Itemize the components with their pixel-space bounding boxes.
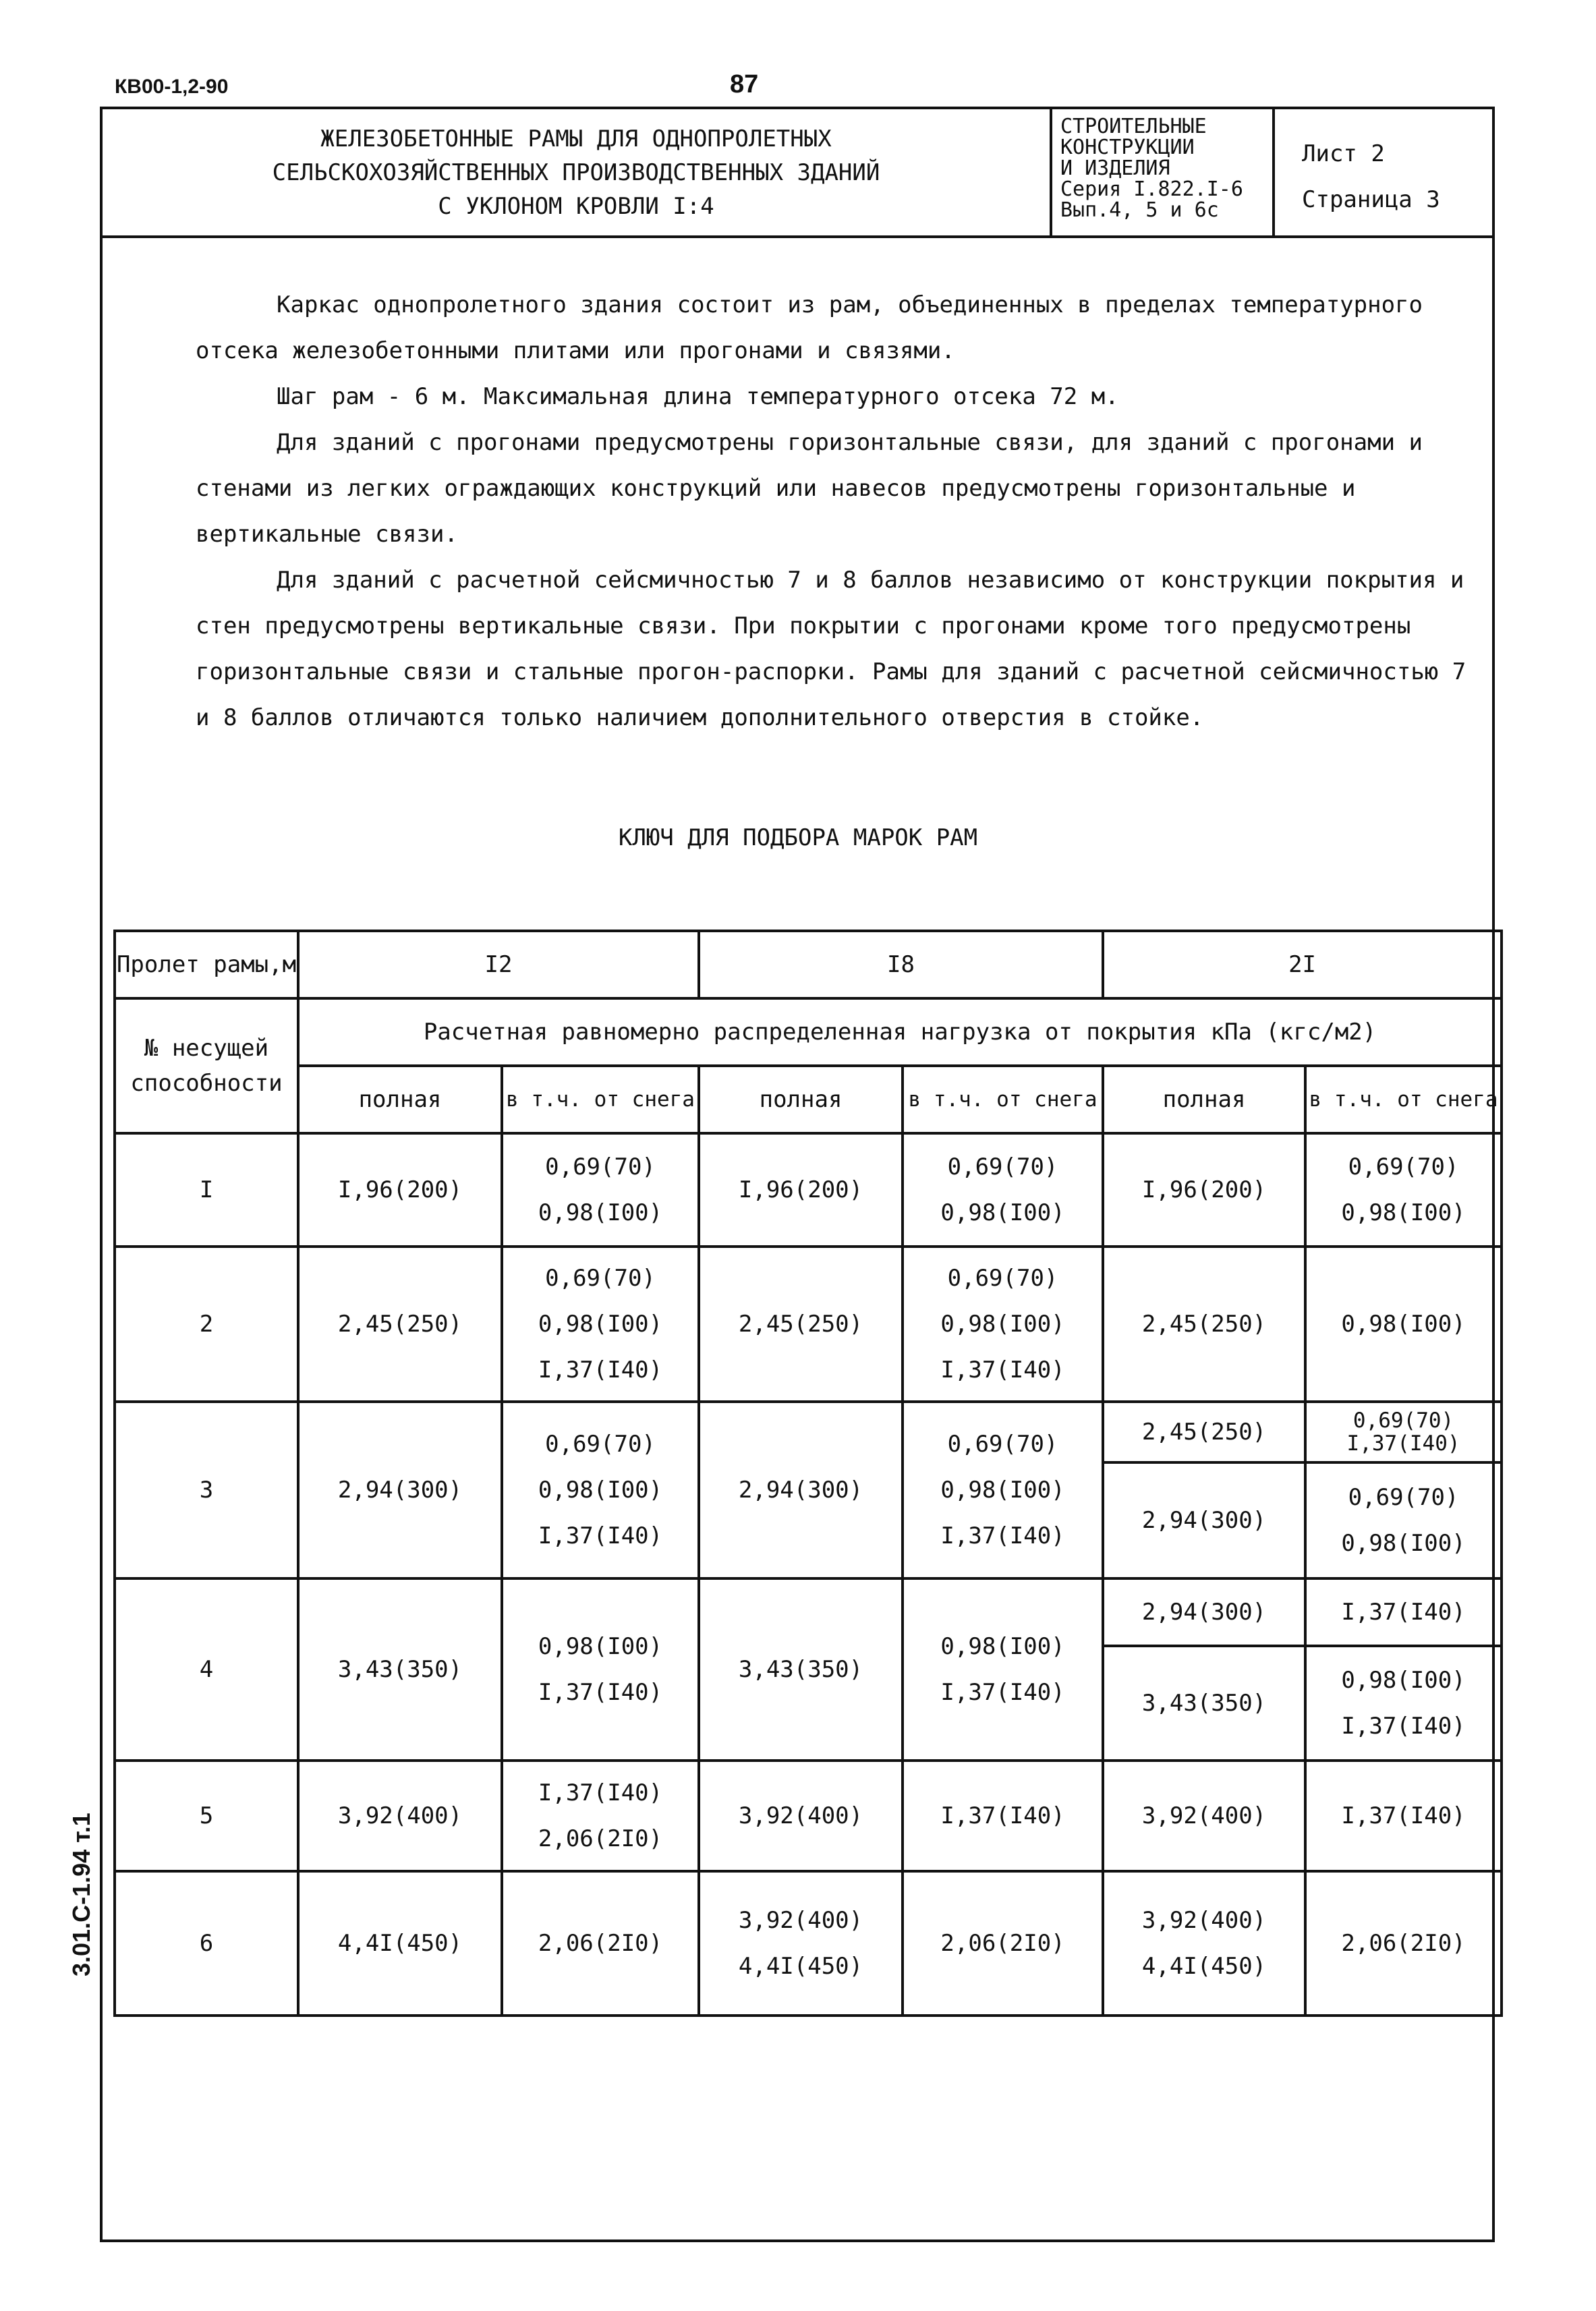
capacity-number: 6 — [115, 1871, 298, 2016]
col-full: полная — [1103, 1066, 1305, 1133]
page-number: 87 — [730, 70, 759, 98]
load-full: 2,45(250) — [1103, 1247, 1305, 1402]
series-line: КОНСТРУКЦИИ — [1060, 136, 1195, 159]
load-snow: I,37(I40) 2,06(2I0) — [502, 1761, 699, 1871]
span-12: I2 — [298, 931, 699, 998]
load-full: 2,45(250) — [699, 1247, 903, 1402]
col-snow: в т.ч. от снега — [1305, 1066, 1502, 1133]
title-block — [100, 107, 1495, 238]
span-21: 2I — [1103, 931, 1502, 998]
span-header: Пролет рамы,м — [115, 931, 298, 998]
title-line: С УКЛОНОМ КРОВЛИ I:4 — [438, 192, 714, 220]
load-snow: I,37(I40) — [1305, 1761, 1502, 1871]
load-snow: 0,69(70) 0,98(I00) — [1305, 1133, 1502, 1247]
title-block-title — [103, 109, 1052, 235]
load-snow: 2,06(2I0) — [1305, 1871, 1502, 2016]
capacity-header: № несущей способности — [115, 998, 298, 1133]
load-full: I,96(200) — [298, 1133, 502, 1247]
col-full: полная — [699, 1066, 903, 1133]
series-line: СТРОИТЕЛЬНЫЕ — [1060, 115, 1207, 138]
span-18: I8 — [699, 931, 1103, 998]
col-snow: в т.ч. от снега — [903, 1066, 1103, 1133]
load-full: 3,92(400) — [1103, 1761, 1305, 1871]
side-document-code: 3.01.С-1.94 т.1 — [67, 1813, 95, 1976]
load-snow: 0,69(70) 0,98(I00) I,37(I40) — [502, 1402, 699, 1578]
load-full: I,96(200) — [1103, 1133, 1305, 1247]
sheet-label: Лист 2 — [1302, 140, 1385, 167]
load-snow: 0,69(70) 0,98(I00) I,37(I40) — [502, 1247, 699, 1402]
capacity-number: 3 — [115, 1402, 298, 1578]
paragraph: Для зданий с расчетной сейсмичностью 7 и 8 баллов независимо от конструкции покрытия и стен предусмотрены вертикальные связи. При покрытии с прогонами кроме того предусмотрены горизонтальные связи и стальные прогон-распорки. Рамы для зданий с расчетной сейсмичностью 7 и 8 баллов отличаются только наличием дополнительного отверстия в стойке. — [196, 567, 1466, 731]
load-snow: 0,69(70) I,37(I40) — [1305, 1402, 1502, 1462]
col-snow: в т.ч. от снега — [502, 1066, 699, 1133]
document-code: КВ00-1,2-90 — [115, 76, 229, 98]
capacity-number: 5 — [115, 1761, 298, 1871]
load-full: 3,92(400) 4,4I(450) — [699, 1871, 903, 2016]
paragraph: Для зданий с прогонами предусмотрены горизонтальные связи, для зданий с прогонами и стенами из легких ограждающих конструкций или навесов предусмотрены горизонтальные и вертикальные связи. — [196, 429, 1423, 548]
load-full: 2,94(300) — [699, 1402, 903, 1578]
body-text — [196, 282, 1471, 741]
load-full: 2,45(250) — [298, 1247, 502, 1402]
load-full: 3,92(400) 4,4I(450) — [1103, 1871, 1305, 2016]
capacity-number: 4 — [115, 1578, 298, 1761]
col-full: полная — [298, 1066, 502, 1133]
capacity-number: 2 — [115, 1247, 298, 1402]
load-snow: 0,69(70) 0,98(I00) I,37(I40) — [903, 1247, 1103, 1402]
load-header: Расчетная равномерно распределенная нагрузка от покрытия кПа (кгс/м2) — [298, 998, 1502, 1066]
load-full: 3,43(350) — [298, 1578, 502, 1761]
load-snow: I,37(I40) — [903, 1761, 1103, 1871]
load-snow: I,37(I40) — [1305, 1578, 1502, 1646]
title-block-series — [1052, 109, 1275, 235]
page-label: Страница 3 — [1302, 186, 1440, 213]
load-snow: 0,69(70) 0,98(I00) — [903, 1133, 1103, 1247]
load-snow: 0,69(70) 0,98(I00) — [502, 1133, 699, 1247]
load-snow: 0,69(70) 0,98(I00) I,37(I40) — [903, 1402, 1103, 1578]
load-full: 3,92(400) — [699, 1761, 903, 1871]
load-snow: 0,98(I00) I,37(I40) — [903, 1578, 1103, 1761]
title-line: СЕЛЬСКОХОЗЯЙСТВЕННЫХ ПРОИЗВОДСТВЕННЫХ ЗДАНИЙ — [272, 159, 880, 186]
load-full: 4,4I(450) — [298, 1871, 502, 2016]
paragraph: Шаг рам - 6 м. Максимальная длина температурного отсека 72 м. — [277, 383, 1119, 410]
series-line: Серия I.822.I-6 — [1060, 177, 1243, 201]
capacity-number: I — [115, 1133, 298, 1247]
load-full: 3,43(350) — [1103, 1646, 1305, 1761]
load-snow: 0,98(I00) I,37(I40) — [502, 1578, 699, 1761]
load-full: 2,45(250) — [1103, 1402, 1305, 1462]
load-full: 2,94(300) — [298, 1402, 502, 1578]
load-full: 3,43(350) — [699, 1578, 903, 1761]
load-full: 2,94(300) — [1103, 1578, 1305, 1646]
load-snow: 0,98(I00) — [1305, 1247, 1502, 1402]
title-line: ЖЕЛЕЗОБЕТОННЫЕ РАМЫ ДЛЯ ОДНОПРОЛЕТНЫХ — [320, 125, 832, 152]
load-snow: 0,69(70) 0,98(I00) — [1305, 1462, 1502, 1578]
table-title: КЛЮЧ ДЛЯ ПОДБОРА МАРОК РАМ — [618, 824, 978, 851]
title-block-sheet — [1275, 109, 1492, 235]
paragraph: Каркас однопролетного здания состоит из рам, объединенных в пределах температурного отсека железобетонными плитами или прогонами и связями. — [196, 291, 1423, 364]
load-snow: 2,06(2I0) — [502, 1871, 699, 2016]
series-line: И ИЗДЕЛИЯ — [1060, 156, 1170, 180]
load-snow: 2,06(2I0) — [903, 1871, 1103, 2016]
load-full: 2,94(300) — [1103, 1462, 1305, 1578]
load-snow: 0,98(I00) I,37(I40) — [1305, 1646, 1502, 1761]
frame-selection-table — [113, 930, 1503, 2017]
series-line: Вып.4, 5 и 6с — [1060, 198, 1219, 222]
load-full: I,96(200) — [699, 1133, 903, 1247]
load-full: 3,92(400) — [298, 1761, 502, 1871]
